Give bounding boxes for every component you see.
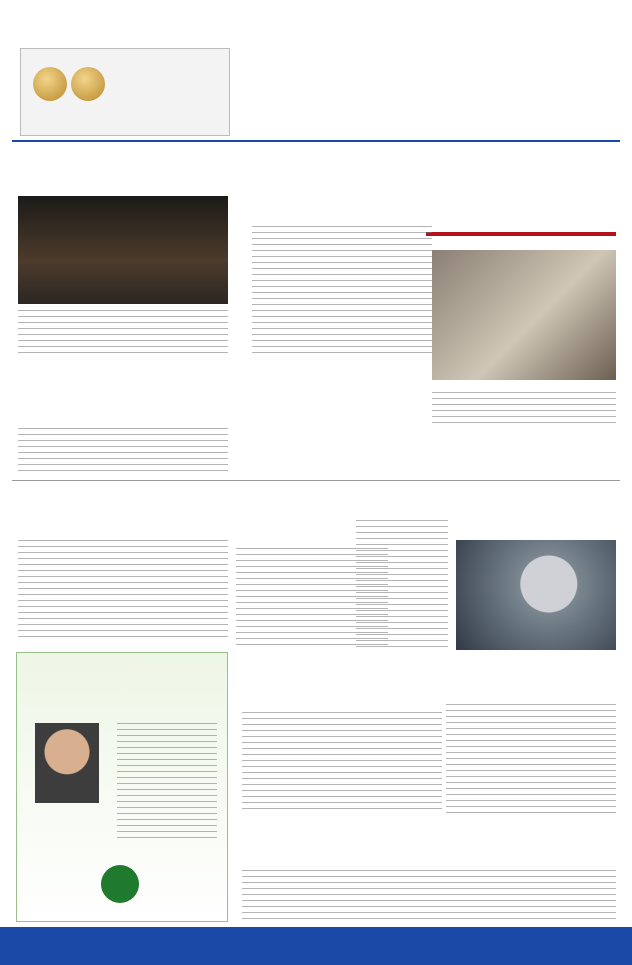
- story-body: [446, 704, 616, 814]
- masthead: [236, 46, 620, 136]
- masthead-divider: [12, 140, 620, 142]
- award-seal-icon: [33, 67, 67, 101]
- story-body: [18, 540, 228, 640]
- protest-photo: [432, 250, 616, 380]
- story-headline-bar: [426, 232, 616, 236]
- footer-banner[interactable]: [0, 927, 632, 965]
- bottom-ad[interactable]: [16, 652, 228, 922]
- doctor-photo: [35, 723, 99, 803]
- story-body: [432, 392, 616, 428]
- story-body: [242, 712, 442, 812]
- ad-body: [117, 723, 217, 843]
- newspaper-logo: [370, 46, 620, 118]
- politician-photo: [456, 540, 616, 650]
- story-body: [242, 870, 616, 922]
- gathering-photo: [18, 196, 228, 304]
- section-divider: [12, 480, 620, 481]
- award-seal-icon: [71, 67, 105, 101]
- story-body: [18, 428, 228, 474]
- story-body: [18, 310, 228, 354]
- top-ad[interactable]: [20, 48, 230, 136]
- story-body: [236, 548, 388, 648]
- story-body: [252, 226, 432, 354]
- hospital-logo-icon: [101, 865, 139, 903]
